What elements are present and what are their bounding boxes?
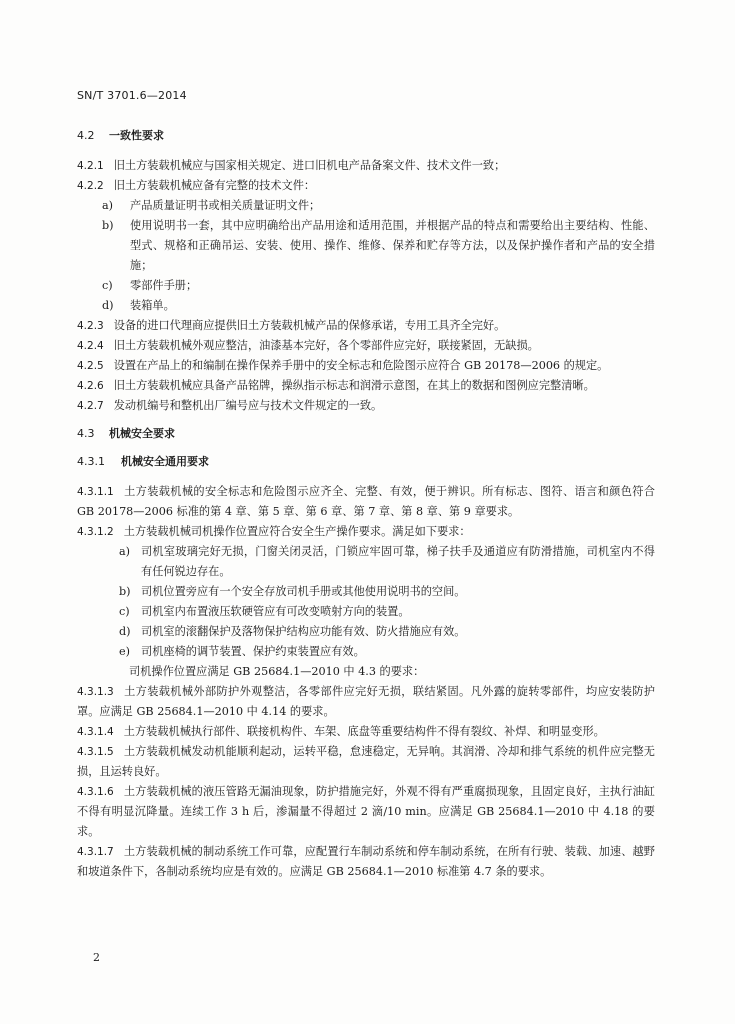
list-item: a) 产品质量证明书或相关质量证明文件； — [102, 199, 321, 212]
section-title: 机械安全通用要求 — [121, 455, 209, 468]
section-number: 4.3 — [77, 427, 95, 440]
section-heading-4-3 — [77, 424, 655, 446]
clause-4-2-7: 4.2.7 发动机编号和整机出厂编号应与技术文件规定的一致。 — [77, 399, 383, 412]
list-item: d) 装箱单。 — [102, 299, 175, 312]
list-item: b) 司机位置旁应有一个安全存放司机手册或其他使用说明书的空间。 — [119, 585, 466, 598]
section-heading-4-3-1 — [77, 452, 655, 474]
section-heading-4-2 — [77, 126, 655, 148]
clause-4-3-1-5: 4.3.1.5 土方装载机械发动机能顺利起动，运转平稳，怠速稳定，无异响。其润滑、冷却和排气系统的机件应完整无损，且运转良好。 — [77, 745, 655, 778]
list-item: c) 零部件手册； — [102, 279, 198, 292]
clause-4-3-1-3: 4.3.1.3 土方装载机械外部防护外观整洁，各零部件应完好无损，联结紧固。凡外露的旋转零部件，均应安装防护罩。应满足 GB 25684.1—2010 中 4.14 的要求。 — [77, 685, 655, 718]
clause-4-3-1-2: 4.3.1.2 土方装载机械司机操作位置应符合安全生产操作要求。满足如下要求： — [77, 525, 471, 538]
clause-4-2-2: 4.2.2 旧土方装载机械应备有完整的技术文件： — [77, 179, 316, 192]
clause-4-3-1-1: 4.3.1.1 土方装载机械的安全标志和危险图示应齐全、完整、有效，便于辨识。所有标志、图符、语言和颜色符合 GB 20178—2006 标准的第 4 章、第 5 章、第 6 章、第 7 章、第 8 章、第 9 章要求。 — [77, 485, 655, 518]
list-item: c) 司机室内布置液压软硬管应有可改变喷射方向的装置。 — [119, 605, 410, 618]
standard-code-header: SN/T 3701.6—2014 — [77, 89, 187, 102]
clause-4-2-1: 4.2.1 旧土方装载机械应与国家相关规定、进口旧机电产品备案文件、技术文件一致； — [77, 159, 506, 172]
clause-4-2-6: 4.2.6 旧土方装载机械应具备产品铭牌，操纵指示标志和润滑示意图，在其上的数据和图例应完整清晰。 — [77, 379, 595, 392]
clause-4-3-1-4: 4.3.1.4 土方装载机械执行部件、联接机构件、车架、底盘等重要结构件不得有裂纹、补焊、和明显变形。 — [77, 725, 605, 738]
clause-4-2-4: 4.2.4 旧土方装载机械外观应整洁，油漆基本完好，各个零部件应完好，联接紧固，无缺损。 — [77, 339, 539, 352]
page-number: 2 — [93, 951, 100, 964]
clause-4-2-3: 4.2.3 设备的进口代理商应提供旧土方装载机械产品的保修承诺，专用工具齐全完好。 — [77, 319, 506, 332]
section-title: 机械安全要求 — [109, 427, 175, 440]
clause-4-3-1-6: 4.3.1.6 土方装载机械的液压管路无漏油现象，防护措施完好，外观不得有严重腐损现象，且固定良好，主执行油缸不得有明显沉降量。连续工作 3 h 后，渗漏量不得超过 2 滴/10 min。应满足 GB 25684.1—2010 中 4.18 的要求。 — [77, 785, 655, 838]
document-body — [77, 126, 655, 882]
list-item: b) 使用说明书一套，其中应明确给出产品用途和适用范围，并根据产品的特点和需要给出主要结构、性能、型式、规格和正确吊运、安装、使用、操作、维修、保养和贮存等方法，以及保护操作者和产品的安全措施； — [102, 219, 655, 272]
section-number: 4.2 — [77, 129, 95, 142]
section-number: 4.3.1 — [77, 455, 105, 468]
section-title: 一致性要求 — [109, 129, 164, 142]
list-item: e) 司机座椅的调节装置、保护约束装置应有效。 — [119, 645, 365, 658]
clause-4-2-5: 4.2.5 设置在产品上的和编制在操作保养手册中的安全标志和危险图示应符合 GB 20178—2006 的规定。 — [77, 359, 609, 372]
clause-4-3-1-7: 4.3.1.7 土方装载机械的制动系统工作可靠，应配置行车制动系统和停车制动系统，在所有行驶、装载、加速、越野和坡道条件下，各制动系统均应是有效的。应满足 GB 25684.1—2010 标准第 4.7 条的要求。 — [77, 845, 655, 878]
clause-4-3-1-2-tail: 司机操作位置应满足 GB 25684.1—2010 中 4.3 的要求： — [129, 665, 425, 678]
list-item: a) 司机室玻璃完好无损，门窗关闭灵活，门锁应牢固可靠，梯子扶手及通道应有防滑措施，司机室内不得有任何锐边存在。 — [119, 545, 655, 578]
list-item: d) 司机室的滚翻保护及落物保护结构应功能有效、防火措施应有效。 — [119, 625, 466, 638]
